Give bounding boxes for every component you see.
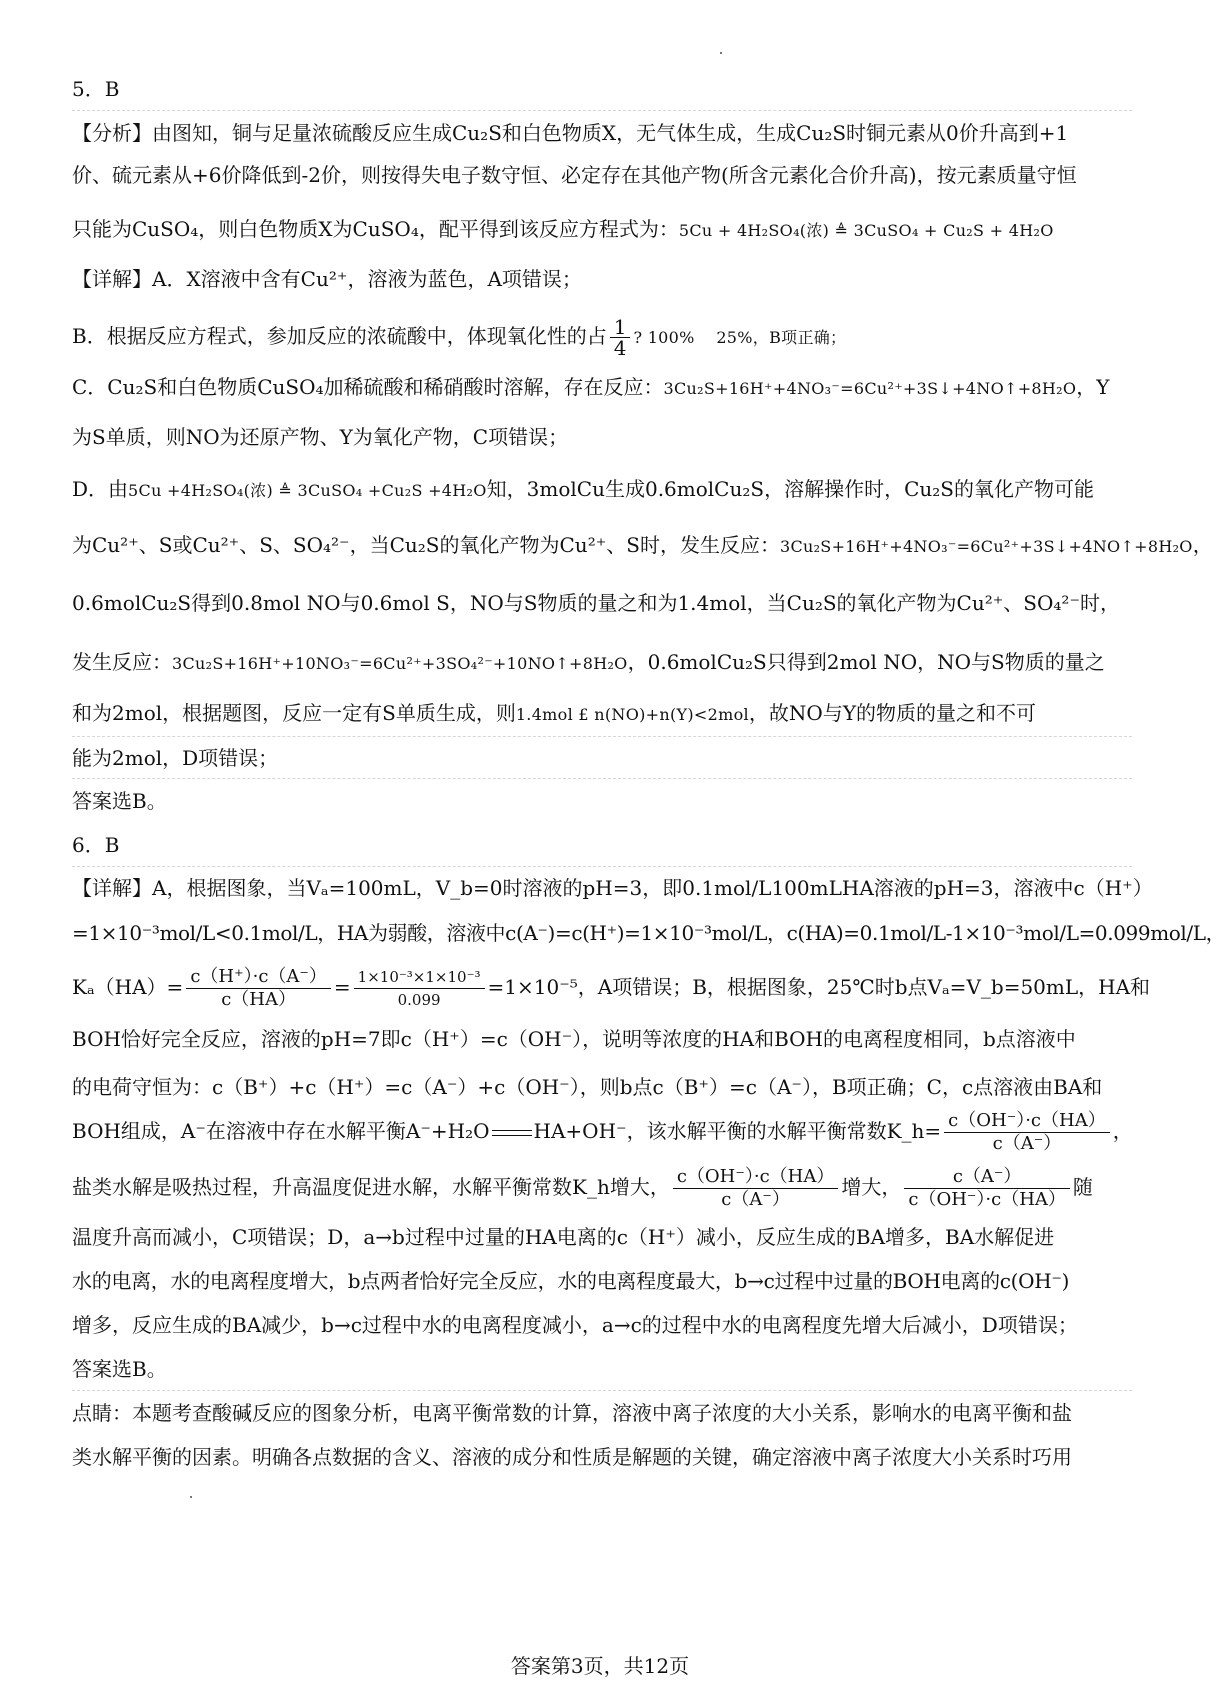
q6-heading: 6．B <box>72 833 120 857</box>
q5-detail-a <box>72 264 1132 294</box>
inverse-kh-fraction <box>904 1166 1070 1211</box>
q5-detail-b <box>72 314 1132 358</box>
fraction-denominator: c（HA） <box>221 989 296 1010</box>
q6-line-1 <box>72 873 1153 903</box>
q6-text: HA+OH⁻，该水解平衡的水解平衡常数K_h= <box>533 1119 942 1143</box>
q5-detail-d-line-2 <box>72 530 1213 562</box>
ionic-equation: 3Cu₂S+16H⁺+4NO₃⁻=6Cu²⁺+3S↓+4NO↑+8H₂O <box>779 537 1193 556</box>
equilibrium-arrow-icon <box>492 1127 532 1139</box>
q6-text: 随 <box>1072 1175 1093 1199</box>
q6-text: 盐类水解是吸热过程，升高温度促进水解，水解平衡常数K_h增大， <box>72 1175 670 1199</box>
analysis-text: 由图知，铜与足量浓硫酸反应生成Cu₂S和白色物质X，无气体生成，生成Cu₂S时铜元素从0价升高到+1 <box>152 121 1069 145</box>
option-d-text: ， <box>1192 533 1213 557</box>
ka-label: Kₐ（HA）= <box>72 975 184 999</box>
q5-detail-d-line-4 <box>72 647 1132 679</box>
divider <box>72 866 1132 867</box>
detail-tag: 【详解】 <box>72 876 152 900</box>
q5-analysis-line-2: 价、硫元素从+6价降低到-2价，则按得失电子数守恒、必定存在其他产物(所含元素化合价升高)，按元素质量守恒 <box>72 163 1077 187</box>
q6-tip-line-1: 点睛：本题考查酸碱反应的图象分析，电离平衡常数的计算，溶液中离子浓度的大小关系，影响水的电离平衡和盐 <box>72 1401 1072 1425</box>
q5-detail-c-line-1 <box>72 372 1132 404</box>
q5-detail-d-line-3: 0.6molCu₂S得到0.8mol NO与0.6mol S，NO与S物质的量之和为1.4mol，当Cu₂S的氧化产物为Cu²⁺、SO₄²⁻时， <box>72 591 1120 615</box>
ka-expression-fraction <box>186 966 331 1011</box>
q6-line-2: =1×10⁻³mol/L<0.1mol/L，HA为弱酸，溶液中c(A⁻)=c(H⁺)=1×10⁻³mol/L，c(HA)=0.1mol/L-1×10⁻³mol/L=0.099mol/L， <box>72 921 1225 945</box>
divider <box>72 1390 1132 1391</box>
reaction-equation: 5Cu +4H₂SO₄(浓) ≜ 3CuSO₄ +Cu₂S +4H₂O <box>128 481 487 500</box>
ka-value-fraction <box>354 966 485 1011</box>
ionic-equation: 3Cu₂S+16H⁺+4NO₃⁻=6Cu²⁺+3S↓+4NO↑+8H₂O <box>663 379 1077 398</box>
option-d-text: D．由 <box>72 477 129 501</box>
fraction-numerator: c（A⁻） <box>904 1166 1070 1189</box>
option-d-text: ，0.6molCu₂S只得到2mol NO，NO与S物质的量之 <box>627 650 1105 674</box>
option-b-text: B．根据反应方程式，参加反应的浓硫酸中，体现氧化性的占 <box>72 324 607 348</box>
fraction-one-quarter <box>610 317 631 358</box>
scan-speck <box>720 52 722 54</box>
kh-fraction <box>944 1110 1110 1155</box>
q6-text: 增大， <box>841 1175 902 1199</box>
analysis-text: 只能为CuSO₄，则白色物质X为CuSO₄，配平得到该反应方程式为： <box>72 217 679 241</box>
option-d-text: 发生反应： <box>72 650 172 674</box>
fraction-denominator: 4 <box>613 336 627 360</box>
analysis-tag: 【分析】 <box>72 121 152 145</box>
q6-line-3: Kₐ（HA）= $\frac{c(H^+)\cdot c(A^-)}{c(HA)}$ = $\frac{\text{1×10⁻³×1×10⁻³}}{0.099}$ =1×10⁻⁵，A项错误；B，根据图象，25℃时b点Vₐ=V_b=50mL，HA和 <box>72 966 1151 1010</box>
q6-answer: 答案选B。 <box>72 1357 167 1381</box>
q5-answer: 答案选B。 <box>72 789 167 813</box>
option-c-tail: ，Y <box>1076 375 1110 399</box>
fraction-numerator: c（OH⁻）·c（HA） <box>944 1110 1110 1133</box>
page-footer: 答案第3页，共12页 <box>510 1654 690 1678</box>
q5-detail-c-line-2: 为S单质，则NO为还原产物、Y为氧化产物，C项错误； <box>72 425 569 449</box>
option-c-text: C．Cu₂S和白色物质CuSO₄加稀硫酸和稀硝酸时溶解，存在反应： <box>72 375 664 399</box>
q6-text: ， <box>1112 1119 1133 1143</box>
ionic-equation: 3Cu₂S+16H⁺+10NO₃⁻=6Cu²⁺+3SO₄²⁻+10NO↑+8H₂O <box>172 654 628 673</box>
fraction-numerator: 1×10⁻³×1×10⁻³ <box>354 966 485 989</box>
q6-line-6 <box>72 1104 1132 1158</box>
q6-text: BOH组成，A⁻在溶液中存在水解平衡A⁻+H₂O <box>72 1119 490 1143</box>
q5-analysis-line-3 <box>72 214 1132 246</box>
q5-analysis-line-1 <box>72 118 1132 148</box>
divider <box>72 110 1132 111</box>
fraction-numerator: 1 <box>610 317 631 338</box>
q5-heading: 5．B <box>72 77 120 101</box>
fraction-denominator: c（OH⁻）·c（HA） <box>908 1189 1066 1210</box>
detail-tag: 【详解】 <box>72 267 152 291</box>
option-d-text: 为Cu²⁺、S或Cu²⁺、S、SO₄²⁻，当Cu₂S的氧化产物为Cu²⁺、S时，发生反应： <box>72 533 780 557</box>
q6-tip-line-2: 类水解平衡的因素。明确各点数据的含义、溶液的成分和性质是解题的关键，确定溶液中离子浓度大小关系时巧用 <box>72 1445 1072 1469</box>
scan-speck <box>190 1496 192 1498</box>
q5-detail-d-line-1 <box>72 474 1132 506</box>
divider <box>72 736 1132 737</box>
option-d-text: 知，3molCu生成0.6molCu₂S，溶解操作时，Cu₂S的氧化产物可能 <box>486 477 1094 501</box>
q5-detail-d-line-5 <box>72 698 1132 730</box>
kh-fraction <box>673 1166 839 1211</box>
q5-detail-d-line-6: 能为2mol，D项错误； <box>72 746 279 770</box>
q6-line-7 <box>72 1160 1132 1214</box>
divider <box>72 778 1132 779</box>
q6-text: A，根据图象，当Vₐ=100mL，V_b=0时溶液的pH=3，即0.1mol/L100mLHA溶液的pH=3，溶液中c（H⁺） <box>152 876 1153 900</box>
q6-line-9: 水的电离，水的电离程度增大，b点两者恰好完全反应，水的电离程度最大，b→c过程中过量的BOH电离的c(OH⁻) <box>72 1269 1070 1293</box>
option-a-text: A．X溶液中含有Cu²⁺，溶液为蓝色，A项错误； <box>152 267 582 291</box>
fraction-denominator: 0.099 <box>397 991 441 1009</box>
fraction-denominator: c（A⁻） <box>992 1133 1062 1154</box>
fraction-numerator: c（OH⁻）·c（HA） <box>673 1166 839 1189</box>
option-b-tail: ? 100% 25%，B项正确； <box>633 328 847 347</box>
option-d-text: 和为2mol，根据题图，反应一定有S单质生成，则 <box>72 701 516 725</box>
reaction-equation: 5Cu + 4H₂SO₄(浓) ≜ 3CuSO₄ + Cu₂S + 4H₂O <box>678 221 1054 240</box>
inequality: 1.4mol £ n(NO)+n(Y)<2mol <box>515 705 749 724</box>
q6-line-5: 的电荷守恒为：c（B⁺）+c（H⁺）=c（A⁻）+c（OH⁻），则b点c（B⁺）=c（A⁻），B项正确；C，c点溶液由BA和 <box>72 1075 1103 1099</box>
option-d-text: ，故NO与Y的物质的量之和不可 <box>748 701 1037 725</box>
q6-line-8: 温度升高而减小，C项错误；D，a→b过程中过量的HA电离的c（H⁺）减小，反应生成的BA增多，BA水解促进 <box>72 1225 1055 1249</box>
fraction-numerator: c（H⁺）·c（A⁻） <box>186 966 331 989</box>
fraction-denominator: c（A⁻） <box>721 1189 790 1210</box>
q6-line-4: BOH恰好完全反应，溶液的pH=7即c（H⁺）=c（OH⁻），说明等浓度的HA和BOH的电离程度相同，b点溶液中 <box>72 1027 1076 1051</box>
q6-text: =1×10⁻⁵，A项错误；B，根据图象，25℃时b点Vₐ=V_b=50mL，HA和 <box>487 975 1151 999</box>
q6-line-10: 增多，反应生成的BA减少，b→c过程中水的电离程度减小，a→c的过程中水的电离程度先增大后减小，D项错误； <box>72 1313 1078 1337</box>
